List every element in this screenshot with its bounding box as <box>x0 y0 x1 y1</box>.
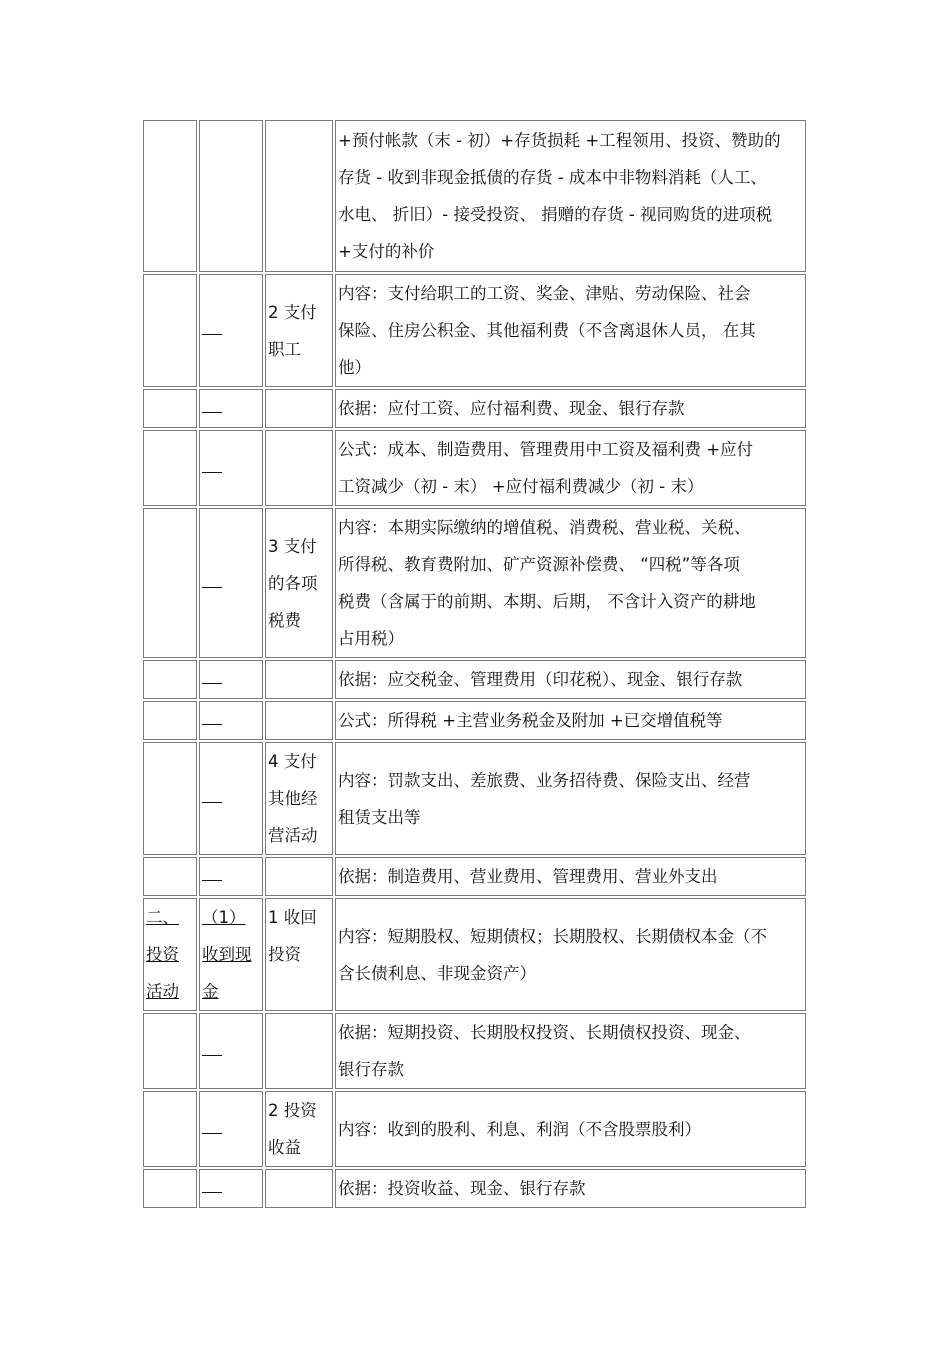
dash-mark <box>202 472 222 473</box>
table-row <box>143 701 806 740</box>
table-cell <box>143 898 197 1011</box>
cell-text: 依据：投资收益、现金、银行存款 <box>338 1179 586 1198</box>
cell-text: 内容：支付给职工的工资、奖金、津贴、劳动保险、社会 <box>338 284 751 303</box>
table-cell <box>143 1091 197 1167</box>
dash-mark <box>202 683 222 684</box>
cell-text: 内容：收到的股利、利息、利润（不含股票股利） <box>338 1119 701 1139</box>
item-label: 2 投资收益 <box>268 1101 317 1157</box>
cell-text: 公式：成本、制造费用、管理费用中工资及福利费 +应付 <box>338 440 754 459</box>
table-row <box>143 508 806 658</box>
cell-text: 依据：短期投资、长期股权投资、长期债权投资、现金、 <box>338 1023 751 1042</box>
table-cell <box>143 389 197 428</box>
table-cell <box>143 120 197 272</box>
table-cell <box>143 508 197 658</box>
dash-mark <box>202 412 222 413</box>
table-cell <box>265 389 333 428</box>
table-row <box>143 120 806 272</box>
table-cell <box>265 430 333 506</box>
table-cell <box>199 898 263 1011</box>
table-cell <box>265 898 333 1011</box>
table-cell <box>143 742 197 855</box>
table-cell <box>335 389 806 428</box>
dash-mark <box>202 880 222 881</box>
cell-text: 水电、 折旧）- 接受投资、 捐赠的存货 - 视同购货的进项税 <box>338 205 773 224</box>
table-cell <box>143 430 197 506</box>
table-cell <box>143 660 197 699</box>
table-cell <box>265 120 333 272</box>
dash-mark <box>202 334 222 335</box>
table-cell <box>199 508 263 658</box>
table-cell <box>335 857 806 896</box>
table-cell <box>335 1091 806 1167</box>
item-label: 3 支付的各项税费 <box>268 536 318 630</box>
table-cell <box>265 508 333 658</box>
table-row <box>143 742 806 855</box>
dash-mark <box>202 1055 222 1056</box>
cell-text: 租赁支出等 <box>338 807 421 827</box>
cash-flow-table <box>141 118 808 1210</box>
cell-text: 含长债利息、非现金资产） <box>338 963 536 983</box>
table-cell <box>199 389 263 428</box>
table-cell <box>143 1169 197 1208</box>
table-cell <box>199 430 263 506</box>
cell-text: 所得税、教育费附加、矿产资源补偿费、 “四税”等各项 <box>338 555 740 574</box>
table-cell <box>335 1013 806 1089</box>
item-label: 4 支付其他经营活动 <box>268 752 318 845</box>
table-cell <box>335 120 806 272</box>
table-row <box>143 660 806 699</box>
table-cell <box>143 1013 197 1089</box>
table-cell <box>265 857 333 896</box>
table-row <box>143 1169 806 1208</box>
dash-mark <box>202 724 222 725</box>
cell-text: 税费（含属于的前期、本期、后期， 不含计入资产的耕地 <box>338 592 756 611</box>
table-cell <box>335 660 806 699</box>
table-cell <box>143 274 197 387</box>
item-label: 2 支付职工 <box>268 302 317 359</box>
table-cell <box>199 1013 263 1089</box>
cell-text: 依据：制造费用、营业费用、管理费用、营业外支出 <box>338 867 718 886</box>
table-cell <box>335 701 806 740</box>
table-row <box>143 389 806 428</box>
section-label: 二、投资活动 <box>146 908 179 1001</box>
table-cell <box>199 857 263 896</box>
table-cell <box>265 660 333 699</box>
table-cell <box>199 120 263 272</box>
table-cell <box>265 274 333 387</box>
table-cell <box>199 1091 263 1167</box>
subsection-label: （1）收到现金 <box>202 908 252 1001</box>
table-row <box>143 274 806 387</box>
cell-text: 内容：罚款支出、差旅费、业务招待费、保险支出、经营 <box>338 770 751 790</box>
table-cell <box>265 1013 333 1089</box>
cell-text: +预付帐款（末 - 初）+存货损耗 +工程领用、投资、赞助的 <box>338 131 781 150</box>
table-cell <box>199 660 263 699</box>
dash-mark <box>202 802 222 803</box>
cell-text: 存货 - 收到非现金抵债的存货 - 成本中非物料消耗（人工、 <box>338 168 767 187</box>
cell-text: 公式：所得税 +主营业务税金及附加 +已交增值税等 <box>338 711 723 730</box>
table-cell <box>199 742 263 855</box>
table-cell <box>265 1169 333 1208</box>
table-cell <box>199 274 263 387</box>
table-cell <box>265 742 333 855</box>
cell-text: 他） <box>338 358 371 377</box>
table-cell <box>265 1091 333 1167</box>
cell-text: 依据：应交税金、管理费用（印花税）、现金、银行存款 <box>338 670 743 689</box>
table-row <box>143 857 806 896</box>
table-cell <box>335 1169 806 1208</box>
table-row <box>143 1091 806 1167</box>
table-row <box>143 898 806 1011</box>
table-cell <box>335 508 806 658</box>
item-label: 1 收回投资 <box>268 908 317 964</box>
cell-text: 工资减少（初 - 末） +应付福利费减少（初 - 末） <box>338 477 704 496</box>
table-row <box>143 430 806 506</box>
table-cell <box>143 701 197 740</box>
table-cell <box>199 1169 263 1208</box>
table-cell <box>143 857 197 896</box>
table-cell <box>335 430 806 506</box>
table-cell <box>199 701 263 740</box>
cell-text: 内容：本期实际缴纳的增值税、消费税、营业税、关税、 <box>338 518 751 537</box>
dash-mark <box>202 1192 222 1193</box>
dash-mark <box>202 587 222 588</box>
table-cell <box>335 742 806 855</box>
cell-text: 依据：应付工资、应付福利费、现金、银行存款 <box>338 399 685 418</box>
table-cell <box>265 701 333 740</box>
cell-text: 占用税） <box>338 629 404 648</box>
dash-mark <box>202 1133 222 1134</box>
cell-text: 内容：短期股权、短期债权；长期股权、长期债权本金（不 <box>338 926 767 946</box>
cell-text: 保险、住房公积金、其他福利费（不含离退休人员， 在其 <box>338 321 756 340</box>
table-row <box>143 1013 806 1089</box>
cell-text: +支付的补价 <box>338 242 435 261</box>
table-cell <box>335 274 806 387</box>
cell-text: 银行存款 <box>338 1060 404 1079</box>
table-cell <box>335 898 806 1011</box>
